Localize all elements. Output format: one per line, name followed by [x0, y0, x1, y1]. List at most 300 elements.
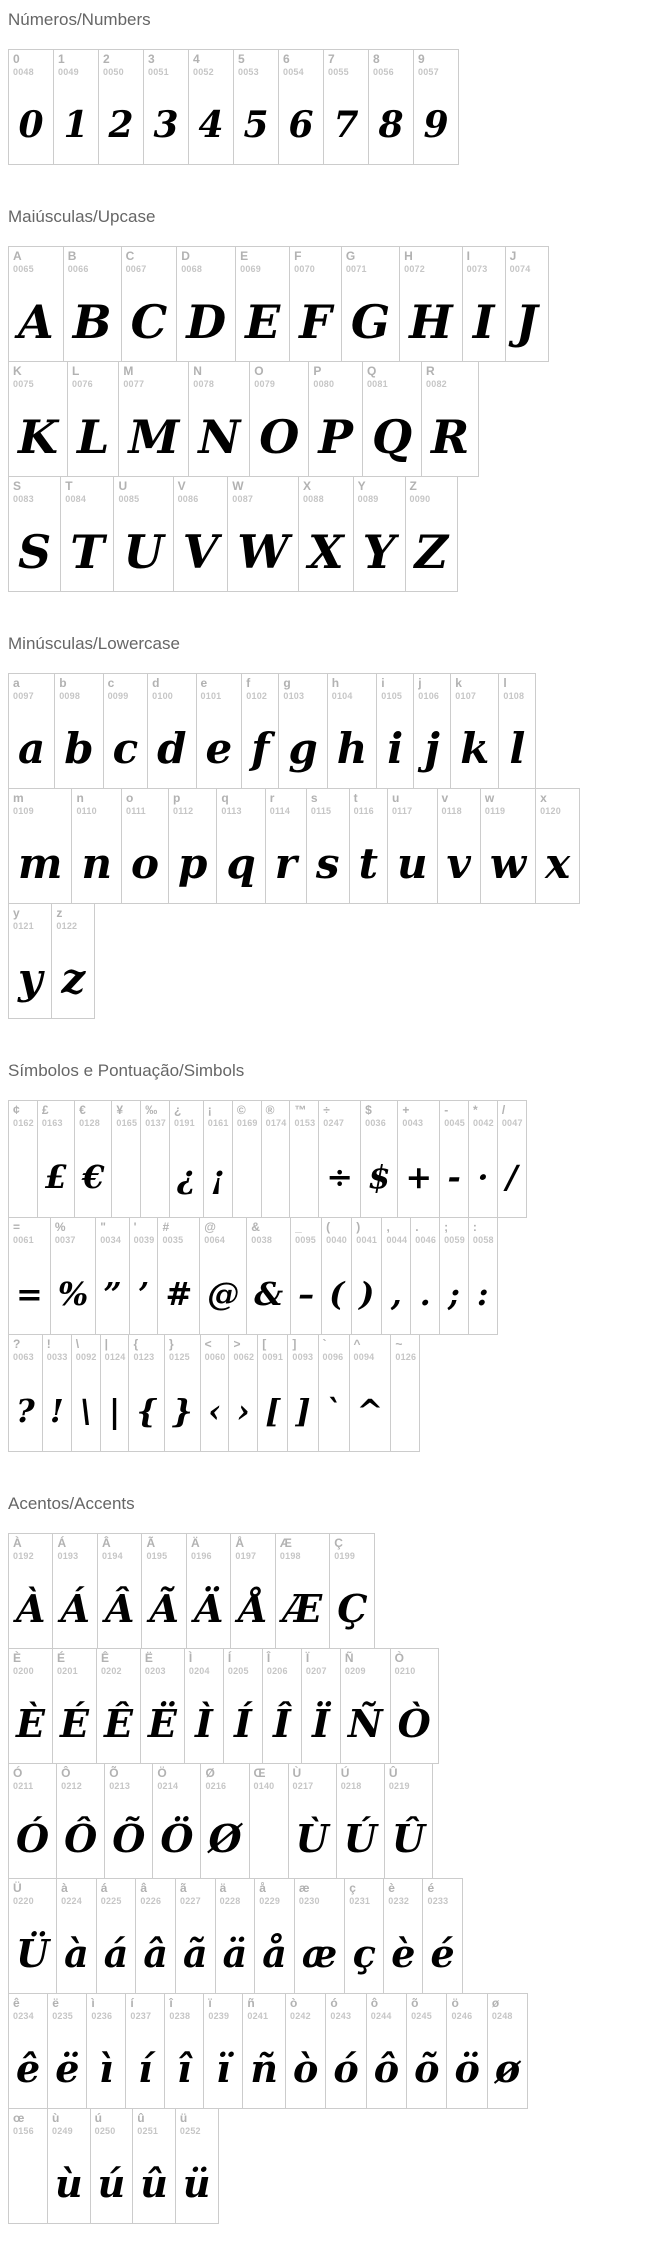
cell-character: !: [46, 1337, 51, 1351]
glyph-cell: [349, 1334, 392, 1452]
cell-character: œ: [13, 2111, 25, 2125]
glyph-row: [8, 1334, 420, 1452]
cell-glyph: ¡: [210, 1157, 225, 1196]
cell-unicode: 0049: [58, 67, 79, 77]
cell-unicode: 0200: [13, 1666, 34, 1676]
cell-glyph: .: [419, 1274, 431, 1313]
cell-glyph: [141, 1136, 169, 1217]
cell-unicode: 0080: [313, 379, 335, 389]
cell-glyph: 2: [108, 103, 134, 146]
glyph-cell: [8, 49, 54, 165]
glyph-cell: [63, 246, 122, 362]
glyph-cell: [157, 1217, 200, 1335]
cell-character: H: [404, 249, 413, 263]
cell-label: [170, 1101, 203, 1136]
cell-glyph: £: [44, 1157, 68, 1196]
cell-character: Ï: [305, 1651, 310, 1665]
cell-label: [499, 674, 535, 709]
cell-label: [411, 1218, 439, 1253]
cell-character: é: [427, 1881, 435, 1895]
glyph-cell: [121, 246, 178, 362]
glyph-cell: [135, 1878, 176, 1994]
cell-label: [319, 1101, 360, 1136]
cell-label: [9, 1218, 50, 1253]
cell-unicode: 0079: [254, 379, 276, 389]
glyph-cell: [323, 49, 369, 165]
cell-character: ': [133, 1220, 137, 1234]
glyph-cell: [52, 1533, 97, 1649]
cell-unicode: 0041: [356, 1235, 378, 1245]
cell-label: [536, 789, 579, 824]
cell-unicode: 0091: [262, 1352, 284, 1362]
cell-character: ñ: [247, 1996, 255, 2010]
cell-unicode: 0069: [240, 264, 261, 274]
cell-label: [9, 247, 63, 282]
glyph-row: [8, 903, 95, 1019]
cell-label: [169, 789, 216, 824]
cell-character: b: [59, 676, 67, 690]
cell-character: F: [294, 249, 302, 263]
cell-unicode: 0101: [200, 691, 222, 701]
cell-label: [75, 1101, 111, 1136]
cell-glyph: [233, 1136, 261, 1217]
glyph-cell: [188, 49, 234, 165]
glyph-row: [8, 788, 580, 904]
cell-character: U: [118, 479, 128, 493]
cell-glyph: U: [123, 524, 164, 579]
cell-character: W: [232, 479, 244, 493]
cell-label: [481, 789, 535, 824]
cell-unicode: 0096: [322, 1352, 344, 1362]
cell-unicode: 0197: [235, 1551, 257, 1561]
cell-character: c: [107, 676, 115, 690]
cell-unicode: 0040: [326, 1235, 347, 1245]
cell-label: [185, 1649, 223, 1684]
cell-unicode: 0252: [179, 2126, 201, 2136]
glyph-cell: [128, 1334, 165, 1452]
cell-label: [98, 1534, 141, 1569]
cell-glyph: ç: [352, 1931, 376, 1976]
cell-glyph: n: [81, 839, 112, 888]
cell-unicode: 0163: [41, 1118, 63, 1128]
cell-unicode: 0106: [418, 691, 440, 701]
glyph-cell: [90, 2108, 134, 2224]
glyph-cell: [437, 788, 481, 904]
cell-unicode: 0120: [540, 806, 561, 816]
cell-character: è: [388, 1881, 395, 1895]
cell-unicode: 0128: [79, 1118, 100, 1128]
cell-glyph: 9: [423, 103, 449, 146]
glyph-cell: [308, 361, 363, 477]
cell-glyph: Æ: [282, 1586, 323, 1631]
cell-label: [9, 477, 60, 512]
cell-glyph: (: [329, 1274, 345, 1313]
cell-character: >: [233, 1337, 241, 1351]
cell-glyph: ï: [216, 2046, 231, 2091]
cell-glyph: \: [79, 1391, 92, 1430]
cell-character: ê: [13, 1996, 20, 2010]
cell-label: [72, 789, 121, 824]
cell-label: [463, 247, 505, 282]
cell-label: [53, 1649, 96, 1684]
glyph-cell: [353, 476, 406, 592]
cell-label: [498, 1101, 526, 1136]
glyph-cell: [140, 1100, 170, 1218]
cell-unicode: 0169: [236, 1118, 258, 1128]
cell-unicode: 0054: [283, 67, 304, 77]
cell-glyph: h: [336, 724, 368, 773]
cell-label: [506, 247, 548, 282]
glyph-cell: [246, 1217, 291, 1335]
cell-character: h: [331, 676, 340, 690]
cell-character: À: [13, 1536, 22, 1550]
cell-character: v: [441, 791, 449, 805]
cell-unicode: 0233: [427, 1896, 449, 1906]
cell-label: [87, 1994, 125, 2029]
section-title: Acentos/Accents: [8, 1494, 135, 1513]
cell-label: [391, 1649, 438, 1684]
glyph-row: [8, 1533, 375, 1649]
cell-unicode: 0204: [188, 1666, 210, 1676]
cell-label: [201, 1335, 229, 1370]
cell-label: [148, 674, 195, 709]
cell-unicode: 0228: [219, 1896, 241, 1906]
cell-label: [279, 674, 326, 709]
cell-character: q: [221, 791, 229, 805]
glyph-cell: [216, 788, 265, 904]
glyph-cell: [42, 1334, 72, 1452]
cell-label: [64, 247, 121, 282]
cell-character: <: [204, 1337, 212, 1351]
cell-unicode: 0045: [444, 1118, 466, 1128]
cell-label: [52, 904, 94, 939]
cell-label: [330, 1534, 374, 1569]
glyph-cell: [200, 1763, 249, 1879]
cell-glyph: x: [545, 839, 571, 888]
glyph-cell: [215, 1878, 256, 1994]
cell-glyph: ]: [295, 1391, 311, 1430]
section-symbols: [8, 1061, 653, 1452]
cell-label: [262, 1101, 290, 1136]
cell-label: [9, 674, 54, 709]
cell-label: [9, 789, 71, 824]
glyph-cell: [176, 246, 236, 362]
cell-glyph: Ú: [343, 1816, 377, 1861]
cell-unicode: 0078: [193, 379, 215, 389]
cell-character: ¢: [13, 1103, 20, 1117]
cell-label: [53, 1534, 96, 1569]
cell-character: Ë: [144, 1651, 153, 1665]
cell-glyph: Á: [60, 1586, 90, 1631]
cell-character: R: [426, 364, 435, 378]
cell-character: &: [251, 1220, 260, 1234]
cell-unicode: 0191: [174, 1118, 195, 1128]
cell-glyph: u: [396, 839, 428, 888]
cell-unicode: 0115: [310, 806, 332, 816]
glyph-cell: [140, 1648, 185, 1764]
cell-character: 5: [238, 52, 245, 66]
cell-label: [176, 1879, 215, 1914]
cell-label: [255, 1879, 294, 1914]
cell-character: õ: [411, 1996, 419, 2010]
cell-unicode: 0042: [473, 1118, 494, 1128]
cell-unicode: 0242: [290, 2011, 311, 2021]
glyph-cell: [405, 476, 459, 592]
glyph-cell: [199, 1217, 247, 1335]
cell-glyph: c: [112, 724, 139, 773]
cell-label: [9, 904, 51, 939]
cell-label: [388, 789, 437, 824]
glyph-cell: [288, 1763, 337, 1879]
cell-label: [414, 50, 458, 85]
cell-label: [129, 1335, 164, 1370]
cell-character: Ò: [394, 1651, 404, 1665]
cell-glyph: ë: [55, 2046, 80, 2091]
cell-glyph: ø: [494, 2046, 521, 2091]
cell-unicode: 0192: [13, 1551, 34, 1561]
cell-label: [369, 50, 413, 85]
glyph-cell: [383, 1878, 423, 1994]
glyph-cell: [262, 1648, 302, 1764]
glyph-cell: [196, 673, 243, 789]
cell-unicode: 0237: [130, 2011, 152, 2021]
cell-character: Q: [366, 364, 377, 378]
glyph-cell: [298, 476, 354, 592]
glyph-cell: [8, 1100, 38, 1218]
cell-label: [382, 1218, 410, 1253]
glyph-cell: [257, 1334, 288, 1452]
cell-character: ): [356, 1220, 361, 1234]
cell-unicode: 0234: [13, 2011, 34, 2021]
glyph-cell: [390, 1648, 439, 1764]
cell-glyph: ä: [222, 1931, 248, 1976]
cell-glyph: [391, 1370, 419, 1451]
cell-unicode: 0048: [13, 67, 34, 77]
cell-character: ü: [179, 2111, 188, 2125]
glyph-cell: [228, 1334, 258, 1452]
cell-glyph: Z: [414, 524, 449, 579]
cell-glyph: Ä: [193, 1586, 224, 1631]
glyph-cell: [232, 1100, 262, 1218]
cell-character: A: [13, 249, 22, 263]
cell-character: î: [169, 1996, 173, 2010]
glyph-cell: [325, 1993, 366, 2109]
cell-unicode: 0066: [67, 264, 89, 274]
glyph-cell: [173, 476, 229, 592]
cell-character: -: [444, 1103, 449, 1117]
glyph-cell: [103, 673, 149, 789]
cell-glyph: -: [447, 1157, 461, 1196]
glyph-cell: [290, 1217, 322, 1335]
cell-label: [165, 1994, 203, 2029]
glyph-cell: [318, 1334, 350, 1452]
cell-unicode: 0117: [391, 806, 413, 816]
cell-glyph: d: [157, 724, 187, 773]
cell-label: [9, 362, 67, 397]
cell-unicode: 0210: [394, 1666, 416, 1676]
glyph-cell: [143, 49, 189, 165]
cell-character: í: [130, 1996, 134, 2010]
cell-character: Ñ: [344, 1651, 354, 1665]
glyph-row: [8, 361, 479, 477]
cell-glyph: [262, 1136, 290, 1217]
cell-character: y: [13, 906, 20, 920]
glyph-cell: [8, 903, 52, 1019]
cell-label: [307, 789, 349, 824]
glyph-row: [8, 1100, 527, 1218]
glyph-cell: [47, 2108, 91, 2224]
cell-unicode: 0075: [13, 379, 34, 389]
cell-glyph: ‹: [208, 1391, 221, 1430]
cell-label: [384, 1879, 422, 1914]
cell-glyph: Í: [233, 1701, 252, 1746]
cell-label: [61, 477, 113, 512]
cell-character: {: [133, 1337, 139, 1351]
cell-character: e: [200, 676, 208, 690]
cell-unicode: 0196: [190, 1551, 212, 1561]
cell-character: /: [501, 1103, 506, 1117]
cell-character: *: [473, 1103, 478, 1117]
cell-label: [469, 1101, 497, 1136]
cell-character: ï: [208, 1996, 212, 2010]
cell-unicode: 0035: [162, 1235, 184, 1245]
cell-label: [119, 362, 188, 397]
glyph-cell: [318, 1100, 361, 1218]
glyph-cell: [235, 246, 290, 362]
cell-glyph: `: [325, 1391, 342, 1430]
cell-character: ]: [292, 1337, 297, 1351]
cell-glyph: r: [274, 839, 297, 888]
cell-unicode: 0060: [204, 1352, 226, 1362]
cell-unicode: 0231: [349, 1896, 371, 1906]
cell-character: ç: [349, 1881, 356, 1895]
cell-glyph: D: [186, 294, 227, 349]
cell-glyph: V: [182, 524, 219, 579]
cell-glyph: Î: [272, 1701, 291, 1746]
cell-unicode: 0034: [100, 1235, 122, 1245]
cell-unicode: 0083: [13, 494, 34, 504]
cell-label: [9, 1101, 37, 1136]
cell-label: [266, 789, 306, 824]
cell-unicode: 0065: [13, 264, 34, 274]
cell-character: Å: [235, 1536, 245, 1550]
cell-unicode: 0203: [144, 1666, 166, 1676]
cell-character: Ô: [61, 1766, 71, 1780]
cell-unicode: 0071: [345, 264, 367, 274]
cell-glyph: [112, 1136, 140, 1217]
cell-unicode: 0090: [409, 494, 431, 504]
cell-glyph: #: [165, 1274, 193, 1313]
cell-character: ú: [94, 2111, 102, 2125]
cell-unicode: 0212: [61, 1781, 82, 1791]
cell-label: [350, 789, 387, 824]
cell-character: k: [455, 676, 462, 690]
cell-character: Ü: [13, 1881, 22, 1895]
cell-label: [289, 1764, 336, 1799]
glyph-cell: [8, 246, 64, 362]
cell-label: [350, 1335, 391, 1370]
cell-glyph: 0: [18, 103, 44, 146]
cell-character: ‰: [145, 1103, 158, 1117]
cell-glyph: ?: [16, 1391, 35, 1430]
cell-unicode: 0250: [94, 2126, 116, 2136]
cell-character: Y: [357, 479, 366, 493]
glyph-cell: [8, 1217, 51, 1335]
cell-label: [201, 1764, 248, 1799]
glyph-cell: [306, 788, 350, 904]
cell-label: [231, 1534, 274, 1569]
cell-character: @: [204, 1220, 216, 1234]
glyph-cell: [223, 1648, 263, 1764]
cell-glyph: ^: [356, 1391, 384, 1430]
cell-unicode: 0220: [13, 1896, 34, 1906]
cell-unicode: 0249: [52, 2126, 73, 2136]
cell-glyph: !: [49, 1391, 64, 1430]
cell-character: 3: [148, 52, 155, 66]
glyph-cell: [275, 1533, 330, 1649]
cell-label: [97, 1879, 136, 1914]
cell-glyph: ì: [99, 2046, 114, 2091]
cell-glyph: j: [424, 724, 440, 773]
glyph-cell: [121, 788, 169, 904]
cell-glyph: –: [298, 1274, 315, 1313]
cell-character: a: [13, 676, 20, 690]
glyph-cell: [8, 1993, 48, 2109]
cell-glyph: i: [387, 724, 404, 773]
glyph-cell: [497, 1100, 527, 1218]
cell-character: €: [79, 1103, 86, 1117]
cell-glyph: [: [265, 1391, 281, 1430]
cell-unicode: 0051: [148, 67, 169, 77]
cell-unicode: 0081: [366, 379, 388, 389]
cell-unicode: 0064: [204, 1235, 226, 1245]
cell-character: Œ: [253, 1766, 266, 1780]
cell-glyph: â: [143, 1931, 169, 1976]
cell-label: [299, 477, 353, 512]
cell-glyph: a: [18, 724, 46, 773]
cell-character: d: [152, 676, 160, 690]
cell-label: [328, 674, 377, 709]
cell-unicode: 0244: [370, 2011, 392, 2021]
glyph-cell: [468, 1100, 498, 1218]
cell-label: [204, 1994, 242, 2029]
cell-unicode: 0121: [13, 921, 34, 931]
cell-glyph: ù: [55, 2161, 83, 2206]
cell-unicode: 0118: [441, 806, 462, 816]
cell-glyph: ò: [293, 2046, 319, 2091]
cell-character: w: [484, 791, 495, 805]
cell-character: x: [540, 791, 547, 805]
cell-glyph: ): [359, 1274, 375, 1313]
glyph-cell: [233, 49, 279, 165]
cell-label: [130, 1218, 158, 1253]
cell-unicode: 0061: [13, 1235, 34, 1245]
cell-unicode: 0093: [292, 1352, 314, 1362]
cell-label: [250, 362, 308, 397]
cell-character: Ú: [340, 1766, 350, 1780]
cell-glyph: ,: [390, 1274, 402, 1313]
cell-character: £: [41, 1103, 49, 1117]
glyph-cell: [278, 673, 327, 789]
cell-glyph: Ù: [295, 1816, 329, 1861]
cell-unicode: 0126: [395, 1352, 417, 1362]
cell-unicode: 0104: [331, 691, 353, 701]
cell-glyph: @: [207, 1274, 240, 1313]
cell-character: _: [295, 1220, 302, 1234]
cell-glyph: ã: [183, 1931, 208, 1976]
glyph-cell: [60, 476, 114, 592]
cell-unicode: 0062: [233, 1352, 255, 1362]
